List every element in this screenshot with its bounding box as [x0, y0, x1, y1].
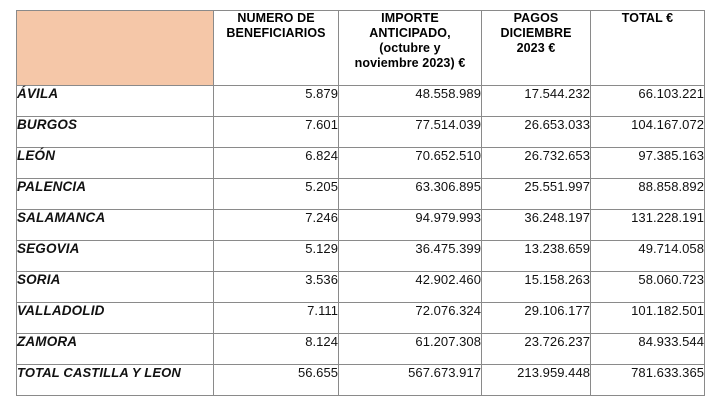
cell-beneficiarios: 5.879	[214, 86, 339, 117]
cell-pagos: 26.653.033	[482, 117, 591, 148]
cell-pagos: 29.106.177	[482, 303, 591, 334]
cell-province: BURGOS	[17, 117, 214, 148]
table-row	[17, 86, 705, 117]
cell-beneficiarios: 7.246	[214, 210, 339, 241]
cell-province: SORIA	[17, 272, 214, 303]
column-header-province	[17, 11, 214, 86]
cell-pagos: 213.959.448	[482, 365, 591, 396]
beneficiaries-table	[16, 10, 705, 396]
header-line: IMPORTE	[381, 11, 439, 25]
cell-beneficiarios: 8.124	[214, 334, 339, 365]
header-row	[17, 11, 705, 86]
table-row	[17, 210, 705, 241]
cell-province: ZAMORA	[17, 334, 214, 365]
cell-province: SEGOVIA	[17, 241, 214, 272]
cell-beneficiarios: 7.601	[214, 117, 339, 148]
table-row	[17, 179, 705, 210]
cell-importe: 567.673.917	[339, 365, 482, 396]
cell-total: 101.182.501	[591, 303, 705, 334]
cell-importe: 77.514.039	[339, 117, 482, 148]
cell-province: PALENCIA	[17, 179, 214, 210]
cell-pagos: 25.551.997	[482, 179, 591, 210]
table-body	[17, 86, 705, 396]
table-container	[16, 10, 704, 396]
cell-province: ÁVILA	[17, 86, 214, 117]
header-line: NUMERO DE	[237, 11, 315, 25]
cell-importe: 94.979.993	[339, 210, 482, 241]
header-line: ANTICIPADO,	[369, 26, 451, 40]
cell-total: 781.633.365	[591, 365, 705, 396]
column-header-beneficiarios	[214, 11, 339, 86]
cell-pagos: 26.732.653	[482, 148, 591, 179]
table-row	[17, 272, 705, 303]
table-row-total	[17, 365, 705, 396]
cell-beneficiarios: 5.129	[214, 241, 339, 272]
cell-total: 49.714.058	[591, 241, 705, 272]
cell-importe: 72.076.324	[339, 303, 482, 334]
cell-total: 97.385.163	[591, 148, 705, 179]
cell-total: 88.858.892	[591, 179, 705, 210]
cell-beneficiarios: 5.205	[214, 179, 339, 210]
cell-total: 66.103.221	[591, 86, 705, 117]
table-row	[17, 148, 705, 179]
cell-pagos: 15.158.263	[482, 272, 591, 303]
table-row	[17, 334, 705, 365]
cell-province: LEÓN	[17, 148, 214, 179]
cell-total: 84.933.544	[591, 334, 705, 365]
cell-total: 104.167.072	[591, 117, 705, 148]
cell-beneficiarios: 56.655	[214, 365, 339, 396]
table-row	[17, 117, 705, 148]
cell-pagos: 17.544.232	[482, 86, 591, 117]
cell-importe: 61.207.308	[339, 334, 482, 365]
header-line: PAGOS	[513, 11, 559, 25]
cell-pagos: 13.238.659	[482, 241, 591, 272]
table-row	[17, 241, 705, 272]
header-line: DICIEMBRE	[500, 26, 572, 40]
cell-province: VALLADOLID	[17, 303, 214, 334]
cell-province: SALAMANCA	[17, 210, 214, 241]
cell-importe: 48.558.989	[339, 86, 482, 117]
cell-pagos: 23.726.237	[482, 334, 591, 365]
table-row	[17, 303, 705, 334]
cell-beneficiarios: 6.824	[214, 148, 339, 179]
header-line: BENEFICIARIOS	[226, 26, 326, 40]
column-header-pagos-diciembre	[482, 11, 591, 86]
cell-importe: 63.306.895	[339, 179, 482, 210]
cell-province: TOTAL CASTILLA Y LEON	[17, 365, 214, 396]
cell-total: 58.060.723	[591, 272, 705, 303]
cell-pagos: 36.248.197	[482, 210, 591, 241]
cell-importe: 42.902.460	[339, 272, 482, 303]
header-line: 2023 €	[516, 41, 556, 55]
column-header-total	[591, 11, 705, 86]
header-line: TOTAL €	[621, 11, 674, 25]
cell-total: 131.228.191	[591, 210, 705, 241]
header-line: (octubre y	[379, 41, 441, 55]
cell-importe: 70.652.510	[339, 148, 482, 179]
cell-beneficiarios: 7.111	[214, 303, 339, 334]
cell-beneficiarios: 3.536	[214, 272, 339, 303]
table-header	[17, 11, 705, 86]
column-header-importe-anticipado	[339, 11, 482, 86]
header-line: noviembre 2023) €	[354, 56, 466, 70]
cell-importe: 36.475.399	[339, 241, 482, 272]
